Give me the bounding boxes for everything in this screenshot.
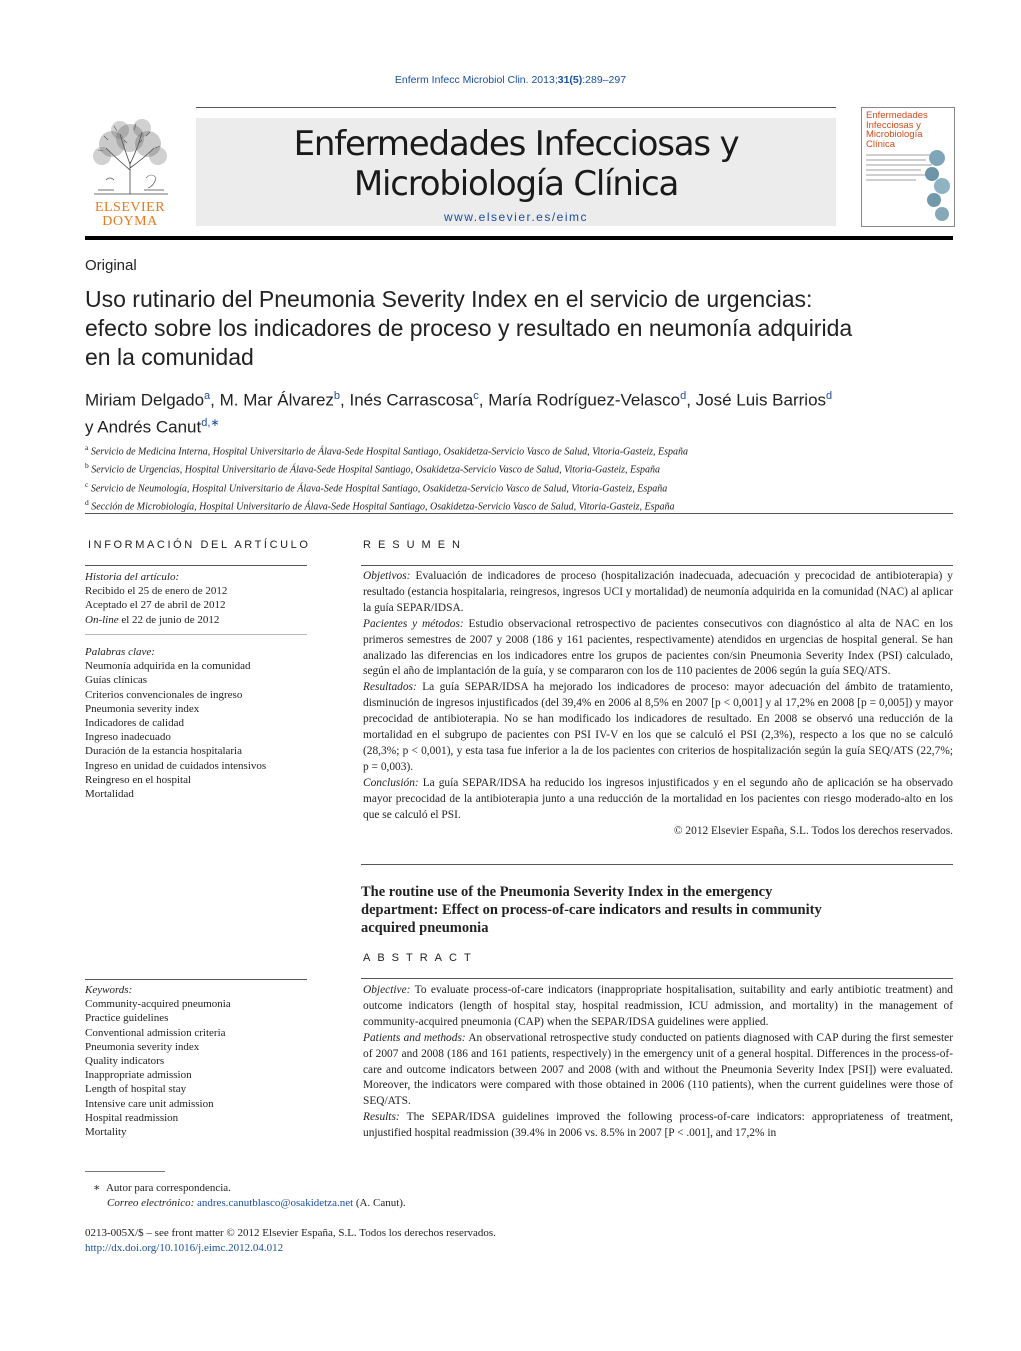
keyword-item: Neumonía adquirida en la comunidad	[85, 660, 251, 673]
keyword-item: Quality indicators	[85, 1055, 165, 1068]
publisher-name-line1: ELSEVIER	[94, 200, 166, 215]
journal-cover-thumbnail[interactable]	[861, 107, 955, 227]
english-keywords	[85, 983, 310, 1139]
doi-link[interactable]: http://dx.doi.org/10.1016/j.eimc.2012.04.012	[85, 1242, 284, 1254]
resumen-pacientes: Pacientes y métodos: Estudio observacional retrospectivo de pacientes consecutivos con diagnóstico al alta de NAC en los primeros semestres de 2007 y 2008 (186 y 161 pacientes, respectivamente) atendidos en urgencias de hospital general. Se han analizado las diferencias en los indicadores entre los grupos de pacientes con/sin Pneumonia Severity Index (PSI) calculado, según el año de implantación de la guía, y se compararon con los de 110 pacientes de 2006 según la guía SEQ/ATS.	[363, 617, 953, 678]
affiliation-list	[85, 441, 965, 514]
citation-volume: 31(5)	[557, 74, 583, 86]
author-affiliation-mark[interactable]: a	[204, 390, 211, 402]
article-section-label: Original	[85, 257, 137, 274]
email-note	[107, 1196, 953, 1211]
abstract-body	[363, 983, 953, 1159]
keyword-item: Length of hospital stay	[85, 1083, 187, 1096]
affiliation-item: $^b$ Servicio de Urgencias, Hospital Universitario de Álava-Sede Hospital Santiago, Osakidetza-Servicio Vasco de Salud, Vitoria-Gasteiz, España	[85, 461, 661, 476]
english-title-line3: acquired pneumonia	[361, 920, 489, 936]
email-owner: (A. Canut).	[353, 1197, 406, 1209]
journal-title-line1: Enfermedades Infecciosas y	[293, 124, 739, 164]
keywords-label: Palabras clave:	[85, 646, 155, 658]
keyword-item: Guías clínicas	[85, 674, 148, 687]
english-keywords-rule	[85, 979, 307, 980]
keyword-item: Inappropriate admission	[85, 1069, 192, 1082]
cover-title-line1: Enfermedades	[866, 110, 928, 121]
abstract-heading: ABSTRACT	[363, 952, 478, 964]
cover-title	[862, 108, 954, 149]
keyword-item: Pneumonia severity index	[85, 702, 200, 715]
article-info-heading: INFORMACIÓN DEL ARTÍCULO	[88, 539, 311, 551]
resumen-heading: RESUMEN	[363, 539, 468, 551]
abstract-patients: Patients and methods: An observational retrospective study conducted on patients diagnosed with CAP during the first semester of 2007 and 2008 (186 and 161 patients, respectively) in the emergency unit of a general hospital. Differences in the process-of-care and outcome indicators between 2007 and 2008 (with and without the Pneumonia Severity Index [PSI]) were evaluated. Moreover, the indicators were compared with those obtained in 2006 (110 patients), when the current guidelines were those of SEQ/ATS.	[363, 1031, 953, 1108]
affiliation-item: $^a$ Servicio de Medicina Interna, Hospital Universitario de Álava-Sede Hospital Santiago, Osakidetza-Servicio Vasco de Salud, Vitoria-Gasteiz, España	[85, 443, 689, 458]
journal-title-line2: Microbiología Clínica	[353, 164, 679, 204]
resumen-body	[363, 569, 953, 839]
keyword-item: Practice guidelines	[85, 1012, 169, 1025]
accepted-date: Aceptado el 27 de abril de 2012	[85, 599, 226, 612]
header-rule-top	[196, 107, 836, 108]
author-affiliation-mark[interactable]: d,∗	[201, 416, 220, 429]
paper-title-line3: en la comunidad	[85, 344, 254, 370]
abstract-rule	[361, 978, 953, 979]
keyword-item: Ingreso inadecuado	[85, 731, 171, 744]
affiliations-rule	[85, 513, 953, 514]
online-date: On-line el 22 de junio de 2012	[85, 613, 220, 626]
abstract-objective: Objective: To evaluate process-of-care indicators (inappropriate hospitalisation, suitability and early antibiotic treatment) and outcome indicators (length of hospital stay, hospital readmission, ICU admission, and mortality) in the management of community-acquired pneumonia (CAP) when the SEPAR/IDSA guidelines were applied.	[363, 984, 953, 1028]
footnote-rule	[85, 1171, 165, 1172]
keyword-item: Intensive care unit admission	[85, 1097, 214, 1110]
history-label: Historia del artículo:	[85, 571, 180, 583]
author-affiliation-mark[interactable]: b	[333, 390, 341, 402]
keyword-item: Mortality	[85, 1126, 127, 1139]
elsevier-tree-icon	[84, 118, 176, 196]
resumen-resultados: Resultados: La guía SEPAR/IDSA ha mejorado los indicadores de proceso: mayor adecuación del ámbito de tratamiento, disminución de ingresos injustificados (del 39,4% en 2006 al 8,5% en 2007 [p < 0,001] y al 17,2% en 2008 [p = 0,005]) y mayor precocidad de antibioterapia. No se han modificado los indicadores de resultado. En 2008 se observó una reducción de la mortalidad en el subgrupo de pacientes con PSI IV-V en los que se calculó el PSI (2,3%), respecto a los que no se calculó (28,3%; p < 0,001), y esta tasa fue inferior a la de los pacientes con criterios de hospitalización según la guía SEQ/ATS (22,7%; p = 0,003).	[363, 681, 953, 773]
keyword-item: Criterios convencionales de ingreso	[85, 688, 243, 701]
correspondence-label: Autor para correspondencia.	[105, 1182, 231, 1194]
cover-title-line3: Microbiología	[866, 129, 923, 140]
author-name: José Luis Barrios	[695, 390, 827, 410]
keyword-item: Conventional admission criteria	[85, 1026, 226, 1039]
author-affiliation-mark[interactable]: d	[826, 390, 833, 402]
spanish-keywords	[85, 645, 310, 801]
english-title-line2: department: Effect on process-of-care indicators and results in community	[361, 902, 822, 918]
resumen-end-rule	[361, 864, 953, 865]
journal-citation[interactable]	[0, 74, 1021, 86]
journal-banner	[196, 118, 836, 226]
keyword-item: Ingreso en unidad de cuidados intensivos	[85, 759, 267, 772]
author-list: Miriam Delgado$^a$, M. Mar Álvarez$^b$, Inés Carrascosa$^c$, María Rodríguez-Velasco$^d$, José Luis Barrios$^d$ y Andrés Canut$^{d,∗}$	[85, 390, 833, 437]
cover-image-icon	[922, 148, 952, 222]
keyword-item: Indicadores de calidad	[85, 717, 184, 730]
resumen-rule	[361, 565, 953, 566]
keyword-item: Mortalidad	[85, 788, 134, 801]
keyword-item: Reingreso en el hospital	[85, 773, 192, 786]
resumen-copyright: © 2012 Elsevier España, S.L. Todos los derechos reservados.	[673, 824, 953, 837]
keyword-item: Community-acquired pneumonia	[85, 998, 231, 1011]
author-affiliation-mark[interactable]: d	[680, 390, 687, 402]
citation-pages: :289–297	[582, 74, 627, 86]
publisher-name-line2: DOYMA	[102, 214, 158, 229]
journal-url[interactable]: www.elsevier.es/eimc	[443, 210, 589, 224]
history-rule	[85, 634, 307, 635]
footnote-star: ∗	[93, 1182, 101, 1194]
affiliation-item: $^d$ Sección de Microbiología, Hospital Universitario de Álava-Sede Hospital Santiago, Osakidetza-Servicio Vasco de Salud, Vitoria-Gasteiz, España	[85, 497, 675, 513]
keyword-item: Hospital readmission	[85, 1111, 179, 1124]
issn-line: 0213-005X/$ – see front matter © 2012 Elsevier España, S.L. Todos los derechos reservados.	[85, 1227, 496, 1239]
paper-title-line1: Uso rutinario del Pneumonia Severity Index en el servicio de urgencias:	[85, 286, 813, 312]
paper-title	[85, 285, 965, 372]
author-name: M. Mar Álvarez	[219, 390, 334, 410]
email-label: Correo electrónico:	[107, 1197, 195, 1209]
cover-title-line2: Infecciosas y	[866, 119, 921, 131]
paper-title-line2: efecto sobre los indicadores de proceso y resultado en neumonía adquirida	[85, 315, 853, 341]
cover-title-line4: Clínica	[866, 138, 896, 150]
received-date: Recibido el 25 de enero de 2012	[85, 585, 228, 598]
affiliation-item: $^c$ Servicio de Neumología, Hospital Universitario de Álava-Sede Hospital Santiago, Osakidetza-Servicio Vasco de Salud, Vitoria-Gasteiz, España	[85, 479, 668, 494]
author-name: Inés Carrascosa	[349, 390, 474, 410]
citation-journal: Enferm Infecc Microbiol Clin. 2013;	[394, 74, 558, 86]
publisher-logo	[84, 118, 176, 230]
keywords-label-en: Keywords:	[85, 984, 133, 996]
author-name: Miriam Delgado	[85, 390, 205, 410]
english-title	[361, 883, 961, 937]
elsevier-wordmark	[84, 201, 176, 229]
article-info-rule	[85, 565, 307, 566]
english-title-line1: The routine use of the Pneumonia Severity Index in the emergency	[361, 884, 773, 900]
abstract-results: Results: The SEPAR/IDSA guidelines improved the following process-of-care indicators: appropriateness of treatment, unjustified hospital readmission (39.4% in 2006 vs. 8.5% in 2007 [P < .001], and 17,2% in	[363, 1111, 953, 1140]
keyword-item: Duración de la estancia hospitalaria	[85, 745, 242, 758]
author-affiliation-mark[interactable]: c	[473, 390, 479, 402]
author-email-link[interactable]: andres.canutblasco@osakidetza.net	[197, 1197, 354, 1209]
author-name: y Andrés Canut	[85, 417, 202, 437]
resumen-conclusion: Conclusión: La guía SEPAR/IDSA ha reducido los ingresos injustificados y en el segundo año de aplicación se ha observado mayor precocidad de la antibioterapia junto a una reducción de la mortalidad en los pacientes con riesgo moderado-alto en los que se calculó el PSI.	[363, 776, 953, 821]
correspondence-note	[93, 1181, 953, 1196]
article-history	[85, 570, 310, 627]
author-name: María Rodríguez-Velasco	[488, 390, 681, 410]
keyword-item: Pneumonia severity index	[85, 1040, 200, 1053]
resumen-objetivos: Objetivos: Evaluación de indicadores de proceso (hospitalización inadecuada, adecuación y precocidad de antibioterapia) y resultado (estancia hospitalaria, reingresos, ingresos UCI y mortalidad) de neumonía adquirida en la comunidad (NAC) al aplicar la guía SEPAR/IDSA.	[363, 570, 953, 614]
header-rule-thick	[85, 236, 953, 240]
